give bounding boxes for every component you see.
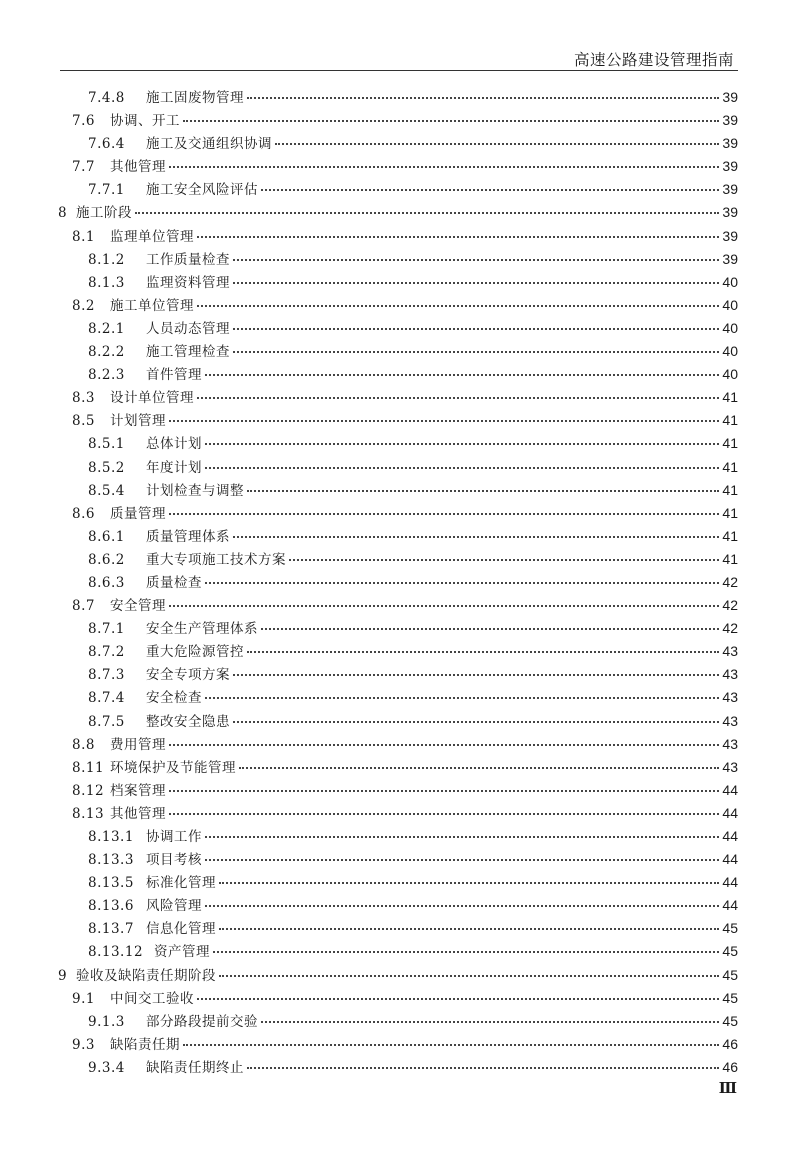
toc-entry-page: 41 <box>722 389 738 406</box>
toc-entry-title: 重大危险源管控 <box>146 644 244 661</box>
toc-entry-title: 资产管理 <box>154 944 210 961</box>
toc-entry[interactable] <box>0 640 790 663</box>
toc-entry-number: 7.6.4 <box>88 136 125 153</box>
dot-leader <box>169 509 719 515</box>
toc-entry[interactable] <box>0 940 790 963</box>
toc-entry-title: 协调工作 <box>146 829 202 845</box>
toc-entry-title: 标准化管理 <box>146 875 216 892</box>
toc-entry-title: 验收及缺陷责任期阶段 <box>76 967 216 984</box>
toc-entry[interactable] <box>0 340 790 363</box>
toc-entry[interactable] <box>0 871 790 894</box>
toc-entry-title: 环境保护及节能管理 <box>110 759 236 776</box>
toc-entry-page: 44 <box>722 851 738 868</box>
toc-entry[interactable] <box>0 1056 790 1079</box>
dot-leader <box>205 832 719 838</box>
toc-entry-title: 整改安全隐患 <box>146 713 230 730</box>
toc-entry-page: 40 <box>722 343 738 360</box>
toc-entry-number: 8.1 <box>72 228 95 245</box>
toc-entry-title: 信息化管理 <box>146 921 216 938</box>
dot-leader <box>205 693 719 699</box>
toc-entry-page: 39 <box>722 227 738 244</box>
toc-entry-title: 费用管理 <box>110 736 166 753</box>
toc-entry-title: 监理资料管理 <box>146 274 230 291</box>
toc-entry-page: 39 <box>722 135 738 152</box>
toc-entry[interactable] <box>0 201 790 224</box>
toc-entry-number: 8.7.5 <box>88 713 125 730</box>
toc-entry[interactable] <box>0 432 790 455</box>
toc-entry[interactable] <box>0 594 790 617</box>
toc-entry[interactable] <box>0 248 790 271</box>
toc-entry[interactable] <box>0 317 790 340</box>
dot-leader <box>169 809 719 815</box>
toc-entry-page: 43 <box>722 758 738 775</box>
toc-entry-number: 8.5.2 <box>88 459 125 476</box>
toc-entry[interactable] <box>0 917 790 940</box>
dot-leader <box>247 1063 719 1069</box>
toc-entry-number: 8.6.3 <box>88 574 125 591</box>
toc-entry-number: 8.13.5 <box>88 875 134 892</box>
toc-entry-number: 8 <box>58 205 68 222</box>
toc-entry-number: 8.1.3 <box>88 274 125 291</box>
toc-entry-title: 项目考核 <box>146 852 202 869</box>
toc-entry-page: 43 <box>722 735 738 752</box>
dot-leader <box>275 139 719 145</box>
toc-entry-number: 8.6.1 <box>88 528 125 545</box>
toc-entry-title: 部分路段提前交验 <box>146 1013 258 1030</box>
toc-entry[interactable] <box>0 294 790 317</box>
toc-entry-page: 40 <box>722 273 738 290</box>
toc-entry-number: 8.1.2 <box>88 251 125 268</box>
toc-entry-title: 档案管理 <box>110 782 166 799</box>
toc-entry-title: 施工单位管理 <box>110 297 194 314</box>
toc-entry-page: 39 <box>722 158 738 175</box>
dot-leader <box>169 740 719 746</box>
toc-entry-page: 41 <box>722 458 738 475</box>
toc-entry-title: 安全专项方案 <box>146 667 230 684</box>
toc-entry[interactable] <box>0 779 790 802</box>
toc-entry[interactable] <box>0 109 790 132</box>
dot-leader <box>233 670 719 676</box>
toc-entry-page: 45 <box>722 920 738 937</box>
dot-leader <box>205 855 719 861</box>
dot-leader <box>219 878 719 884</box>
toc-entry-page: 41 <box>722 527 738 544</box>
toc-entry[interactable] <box>0 1010 790 1033</box>
toc-entry-number: 8.2.3 <box>88 367 125 384</box>
toc-entry[interactable] <box>0 825 790 848</box>
toc-entry[interactable] <box>0 987 790 1010</box>
toc-entry-title: 缺陷责任期 <box>110 1036 180 1053</box>
toc-entry[interactable] <box>0 502 790 525</box>
toc-entry[interactable] <box>0 225 790 248</box>
toc-entry-page: 41 <box>722 435 738 452</box>
toc-entry-title: 中间交工验收 <box>110 990 194 1007</box>
dot-leader <box>169 601 719 607</box>
dot-leader <box>233 717 719 723</box>
toc-entry-title: 其他管理 <box>110 805 166 822</box>
toc-entry-page: 39 <box>722 89 738 105</box>
toc-entry-title: 安全管理 <box>110 598 166 615</box>
dot-leader <box>233 255 719 261</box>
table-of-contents <box>0 86 790 1079</box>
toc-entry-number: 8.7 <box>72 598 95 615</box>
dot-leader <box>197 301 719 307</box>
toc-entry-page: 43 <box>722 666 738 683</box>
running-header <box>60 40 738 71</box>
toc-entry[interactable] <box>0 363 790 386</box>
toc-entry[interactable] <box>0 271 790 294</box>
toc-entry-number: 8.6.2 <box>88 551 125 568</box>
toc-entry-page: 46 <box>722 1035 738 1052</box>
toc-entry-page: 39 <box>722 204 738 221</box>
toc-entry-page: 43 <box>722 689 738 706</box>
dot-leader <box>205 901 719 907</box>
toc-entry-title: 质量管理 <box>110 505 166 522</box>
toc-entry-number: 7.7.1 <box>88 182 125 199</box>
toc-entry-number: 9 <box>58 967 68 984</box>
toc-entry-number: 8.13 <box>72 805 105 822</box>
dot-leader <box>197 994 719 1000</box>
toc-entry-page: 40 <box>722 366 738 383</box>
toc-entry[interactable] <box>0 848 790 871</box>
dot-leader <box>219 971 719 977</box>
toc-entry-number: 8.11 <box>72 759 105 776</box>
toc-entry[interactable] <box>0 456 790 479</box>
toc-entry[interactable] <box>0 686 790 709</box>
toc-entry-page: 42 <box>722 597 738 614</box>
toc-entry-number: 8.7.2 <box>88 644 125 661</box>
toc-entry-title: 其他管理 <box>110 159 166 176</box>
toc-entry-page: 44 <box>722 804 738 821</box>
toc-entry-number: 8.7.1 <box>88 621 125 638</box>
toc-entry[interactable] <box>0 964 790 987</box>
toc-entry-number: 8.13.12 <box>88 944 144 961</box>
dot-leader <box>261 624 719 630</box>
toc-entry[interactable] <box>0 386 790 409</box>
toc-entry-number: 8.5 <box>72 413 95 430</box>
toc-entry-number: 9.3 <box>72 1036 95 1053</box>
dot-leader <box>205 578 719 584</box>
dot-leader <box>169 416 719 422</box>
toc-entry-title: 施工固废物管理 <box>146 90 244 106</box>
toc-entry-title: 首件管理 <box>146 367 202 384</box>
toc-entry[interactable] <box>0 802 790 825</box>
toc-entry-title: 工作质量检查 <box>146 251 230 268</box>
toc-entry-number: 7.7 <box>72 159 95 176</box>
toc-entry-number: 9.1 <box>72 990 95 1007</box>
toc-entry-page: 41 <box>722 550 738 567</box>
toc-entry-title: 总体计划 <box>146 436 202 453</box>
toc-entry-title: 施工管理检查 <box>146 344 230 361</box>
toc-entry-page: 45 <box>722 966 738 983</box>
toc-entry-page: 44 <box>722 781 738 798</box>
toc-entry-title: 协调、开工 <box>110 113 180 130</box>
toc-entry[interactable] <box>0 155 790 178</box>
toc-entry-page: 42 <box>722 573 738 590</box>
toc-entry-number: 7.6 <box>72 113 95 130</box>
toc-entry-number: 8.2.1 <box>88 320 125 337</box>
toc-entry-title: 重大专项施工技术方案 <box>146 551 286 568</box>
toc-entry-number: 8.3 <box>72 390 95 407</box>
toc-entry-page: 45 <box>722 1012 738 1029</box>
toc-entry-number: 8.2 <box>72 297 95 314</box>
dot-leader <box>205 463 719 469</box>
toc-entry-title: 缺陷责任期终止 <box>146 1059 244 1076</box>
toc-entry-title: 设计单位管理 <box>110 390 194 407</box>
toc-entry-number: 8.7.3 <box>88 667 125 684</box>
toc-entry[interactable] <box>0 710 790 733</box>
toc-entry-title: 年度计划 <box>146 459 202 476</box>
dot-leader <box>261 1017 719 1023</box>
toc-entry-page: 43 <box>722 712 738 729</box>
toc-entry-page: 41 <box>722 481 738 498</box>
toc-entry[interactable] <box>0 178 790 201</box>
toc-entry-page: 44 <box>722 828 738 844</box>
toc-entry-number: 8.8 <box>72 736 95 753</box>
dot-leader <box>289 555 719 561</box>
dot-leader <box>197 232 719 238</box>
toc-entry[interactable] <box>0 132 790 155</box>
dot-leader <box>239 763 719 769</box>
toc-entry[interactable] <box>0 548 790 571</box>
toc-entry-number: 8.13.6 <box>88 898 134 915</box>
toc-entry[interactable] <box>0 409 790 432</box>
toc-entry-page: 44 <box>722 874 738 891</box>
toc-entry[interactable] <box>0 894 790 917</box>
toc-entry-number: 8.13.3 <box>88 852 134 869</box>
toc-entry[interactable] <box>0 571 790 594</box>
toc-entry-page: 39 <box>722 181 738 198</box>
toc-entry[interactable] <box>0 525 790 548</box>
toc-entry-number: 8.5.4 <box>88 482 125 499</box>
toc-entry-title: 施工阶段 <box>76 205 132 222</box>
dot-leader <box>135 208 719 214</box>
toc-entry-page: 42 <box>722 620 738 637</box>
toc-entry-page: 40 <box>722 319 738 336</box>
toc-entry-number: 8.5.1 <box>88 436 125 453</box>
toc-entry[interactable] <box>0 479 790 502</box>
toc-entry-page: 43 <box>722 643 738 660</box>
dot-leader <box>261 185 719 191</box>
page-number: Ⅲ <box>718 1079 736 1097</box>
toc-entry[interactable] <box>0 617 790 640</box>
toc-entry-title: 质量检查 <box>146 574 202 591</box>
toc-entry-page: 45 <box>722 943 738 960</box>
toc-entry-number: 8.2.2 <box>88 344 125 361</box>
toc-entry-number: 8.13.1 <box>88 829 134 845</box>
toc-entry[interactable] <box>0 756 790 779</box>
toc-entry-page: 39 <box>722 112 738 129</box>
dot-leader <box>219 924 719 930</box>
dot-leader <box>233 278 719 284</box>
toc-entry-page: 41 <box>722 412 738 429</box>
dot-leader <box>183 116 719 122</box>
toc-entry-title: 监理单位管理 <box>110 228 194 245</box>
toc-entry-page: 45 <box>722 989 738 1006</box>
toc-entry-title: 风险管理 <box>146 898 202 915</box>
toc-entry-number: 9.3.4 <box>88 1059 125 1076</box>
toc-entry-number: 8.6 <box>72 505 95 522</box>
toc-entry-page: 40 <box>722 296 738 313</box>
toc-entry-page: 39 <box>722 250 738 267</box>
dot-leader <box>183 1040 719 1046</box>
toc-entry-title: 安全检查 <box>146 690 202 707</box>
toc-entry-number: 8.7.4 <box>88 690 125 707</box>
dot-leader <box>233 347 719 353</box>
toc-entry-number: 9.1.3 <box>88 1013 125 1030</box>
dot-leader <box>233 532 719 538</box>
toc-entry[interactable] <box>0 1033 790 1056</box>
dot-leader <box>247 486 719 492</box>
toc-entry-title: 施工安全风险评估 <box>146 182 258 199</box>
toc-entry-number: 8.12 <box>72 782 105 799</box>
dot-leader <box>247 647 719 653</box>
dot-leader <box>247 93 719 99</box>
toc-entry-number: 8.13.7 <box>88 921 134 938</box>
toc-entry-title: 施工及交通组织协调 <box>146 136 272 153</box>
toc-entry-title: 计划管理 <box>110 413 166 430</box>
dot-leader <box>197 393 719 399</box>
toc-entry-number: 7.4.8 <box>88 90 125 106</box>
dot-leader <box>205 370 719 376</box>
dot-leader <box>233 324 719 330</box>
dot-leader <box>169 786 719 792</box>
toc-entry-title: 计划检查与调整 <box>146 482 244 499</box>
toc-entry-page: 46 <box>722 1058 738 1075</box>
toc-entry[interactable] <box>0 86 790 109</box>
book-title: 高速公路建设管理指南 <box>573 51 734 69</box>
toc-entry-page: 44 <box>722 897 738 914</box>
dot-leader <box>205 439 719 445</box>
dot-leader <box>169 162 719 168</box>
toc-entry[interactable] <box>0 663 790 686</box>
toc-entry[interactable] <box>0 733 790 756</box>
toc-entry-title: 安全生产管理体系 <box>146 621 258 638</box>
toc-entry-title: 人员动态管理 <box>146 320 230 337</box>
toc-entry-title: 质量管理体系 <box>146 528 230 545</box>
toc-entry-page: 41 <box>722 504 738 521</box>
dot-leader <box>213 947 719 953</box>
